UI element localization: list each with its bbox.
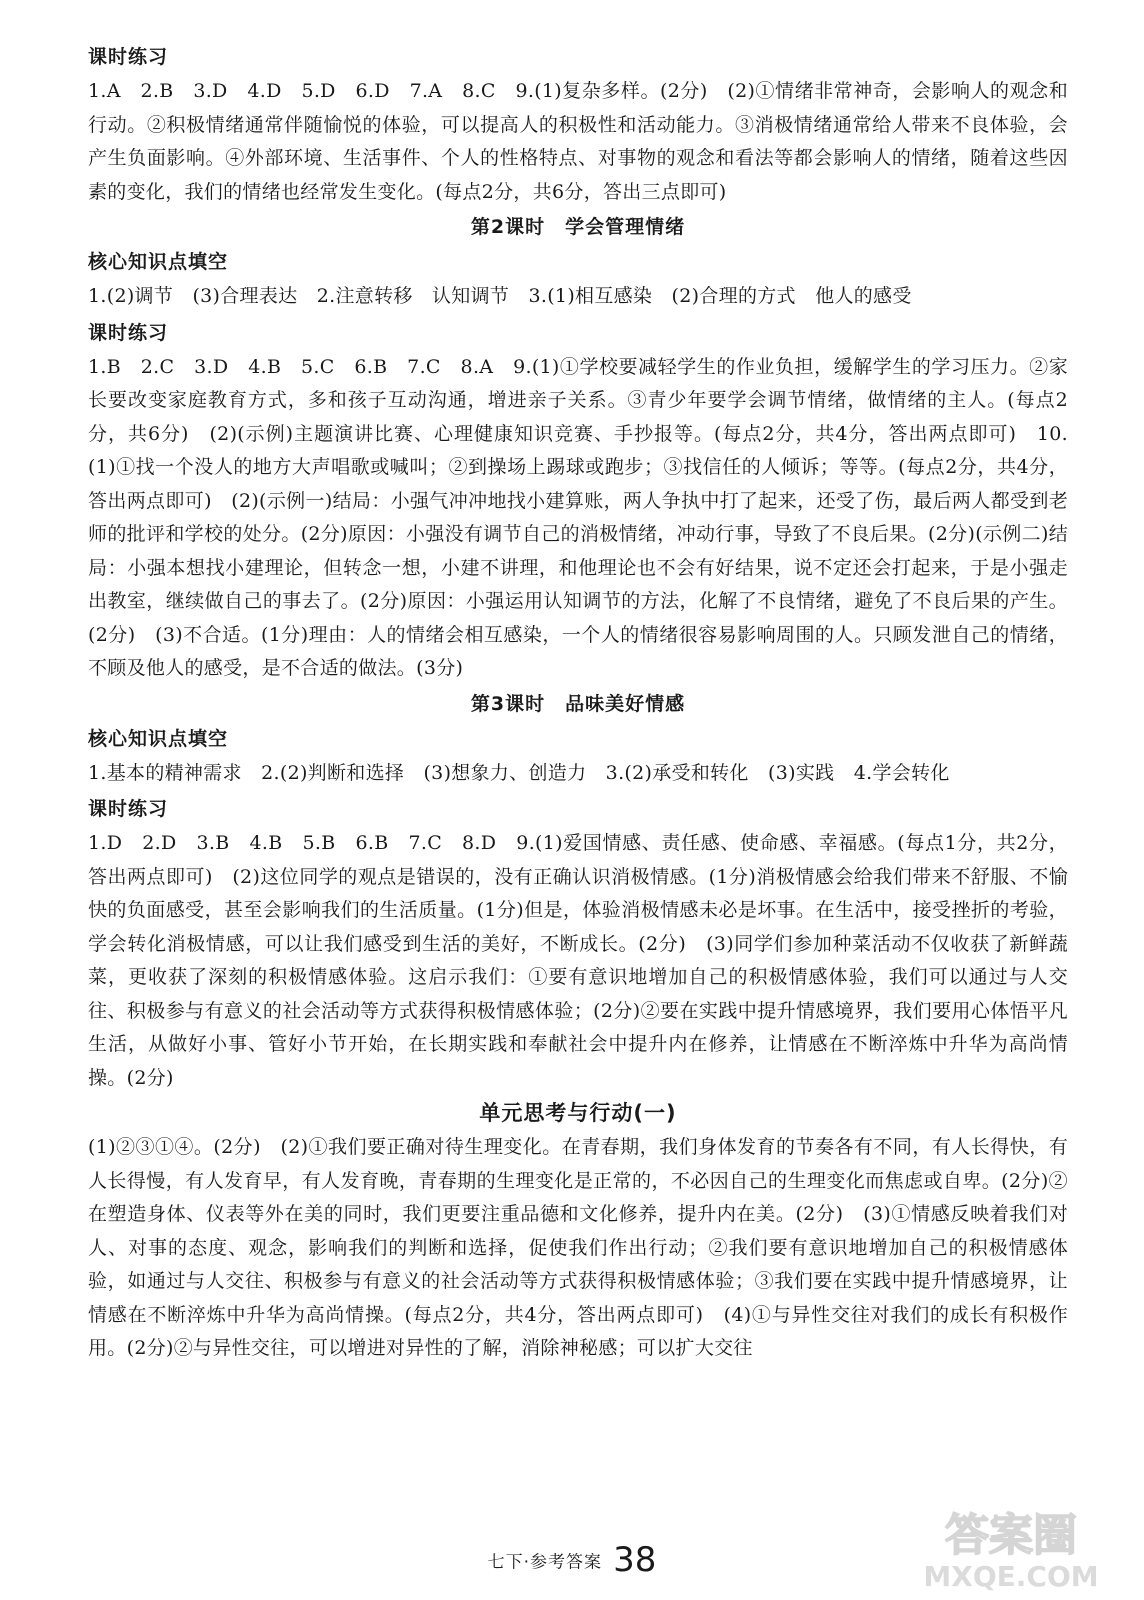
answer-paragraph-5: 1.D 2.D 3.B 4.B 5.B 6.B 7.C 8.D 9.(1)爱国情感、责任感、使命感、幸福感。(每点1分，共2分，答出两点即可) (2)这位同学的观点是错误的，没有正确认识消极情感。(1分)消极情感会给我们带来不舒服、不愉快的负面感受，甚至会影响我们的生活质量。(1分)但是，体验消极情感未必是坏事。在生活中，接受挫折的考验，学会转化消极情感，可以让我们感受到生活的美好，不断成长。(2分) (3)同学们参加种菜活动不仅收获了新鲜蔬菜，更收获了深刻的积极情感体验。这启示我们：①要有意识地增加自己的积极情感体验，我们可以通过与人交往、积极参与有意义的社会活动等方式获得积极情感体验；(2分)②要在实践中提升情感境界，我们要用心体悟平凡生活，从做好小事、管好小节开始，在长期实践和奉献社会中提升内在修养，让情感在不断淬炼中升华为高尚情操。(2分) [88, 832, 1068, 1089]
section-label-core-2: 核心知识点填空 [88, 251, 229, 273]
unit-heading: 单元思考与行动(一) [479, 1101, 677, 1125]
page-number: 38 [613, 1540, 657, 1580]
answer-content [88, 38, 1068, 1366]
section-label-core-3: 核心知识点填空 [88, 727, 229, 750]
section-label-practice-1: 课时练习 [88, 46, 169, 68]
footer-label: 七下·参考答案 [487, 1552, 603, 1573]
answer-paragraph-1: 1.A 2.B 3.D 4.D 5.D 6.D 7.A 8.C 9.(1)复杂多样。(2分) (2)①情绪非常神奇，会影响人的观念和行动。②积极情绪通常伴随愉悦的体验，可以提高人的积极性和活动能力。③消极情绪通常给人带来不良体验，会产生负面影响。④外部环境、生活事件、个人的性格特点、对事物的观念和看法等都会影响人的情绪，随着这些因素的变化，我们的情绪也经常发生变化。(每点2分，共6分，答出三点即可) [88, 80, 1068, 203]
answer-paragraph-3: 1.B 2.C 3.D 4.B 5.C 6.B 7.C 8.A 9.(1)①学校要减轻学生的作业负担，缓解学生的学习压力。②家长要改变家庭教育方式，多和孩子互动沟通，增进亲子关系。③青少年要学会调节情绪，做情绪的主人。(每点2分，共6分) (2)(示例)主题演讲比赛、心理健康知识竞赛、手抄报等。(每点2分，共4分，答出两点即可) 10.(1)①找一个没人的地方大声唱歌或喊叫；②到操场上踢球或跑步；③找信任的人倾诉；等等。(每点2分，共4分，答出两点即可) (2)(示例一)结局：小强气冲冲地找小建算账，两人争执中打了起来，还受了伤，最后两人都受到老师的批评和学校的处分。(2分)原因：小强没有调节自己的消极情绪，冲动行事，导致了不良后果。(2分)(示例二)结局：小强本想找小建理论，但转念一想，小建不讲理，和他理论也不会有好结果，说不定还会打起来，于是小强走出教室，继续做自己的事去了。(2分)原因：小强运用认知调节的方法，化解了不良情绪，避免了不良后果的产生。(2分) (3)不合适。(1分)理由：人的情绪会相互感染，一个人的情绪很容易影响周围的人。只顾发泄自己的情绪，不顾及他人的感受，是不合适的做法。(3分) [88, 355, 1068, 679]
answer-paragraph-6: (1)②③①④。(2分) (2)①我们要正确对待生理变化。在青春期，我们身体发育的节奏各有不同，有人长得快，有人长得慢，有人发育早，有人发育晚，青春期的生理变化是正常的，不必因自己的生理变化而焦虑或自卑。(2分)②在塑造身体、仪表等外在美的同时，我们更要注重品德和文化修养，提升内在美。(2分) (3)①情感反映着我们对人、对事的态度、观念，影响我们的判断和选择，促使我们作出行动；②我们要有意识地增加自己的积极情感体验，如通过与人交往、积极参与有意义的社会活动等方式获得积极情感体验；③我们要在实践中提升情感境界，让情感在不断淬炼中升华为高尚情操。(每点2分，共4分，答出两点即可) (4)①与异性交往对我们的成长有积极作用。(2分)②与异性交往，可以增进对异性的了解，消除神秘感；可以扩大交往 [88, 1136, 1068, 1359]
section-label-practice-2: 课时练习 [88, 321, 169, 344]
lesson-heading-3: 第3课时 品味美好情感 [470, 692, 686, 715]
lesson-heading-2: 第2课时 学会管理情绪 [470, 216, 686, 238]
section-label-practice-3: 课时练习 [88, 798, 169, 820]
watermark-text: 答案圈 [945, 1510, 1077, 1561]
answer-paragraph-2: 1.(2)调节 (3)合理表达 2.注意转移 认知调节 3.(1)相互感染 (2)合理的方式 他人的感受 [88, 285, 912, 307]
watermark-logo [898, 1500, 1124, 1596]
watermark-url: MXQE.COM [923, 1560, 1099, 1593]
answer-paragraph-4: 1.基本的精神需求 2.(2)判断和选择 (3)想象力、创造力 3.(2)承受和转化 (3)实践 4.学会转化 [88, 761, 950, 784]
